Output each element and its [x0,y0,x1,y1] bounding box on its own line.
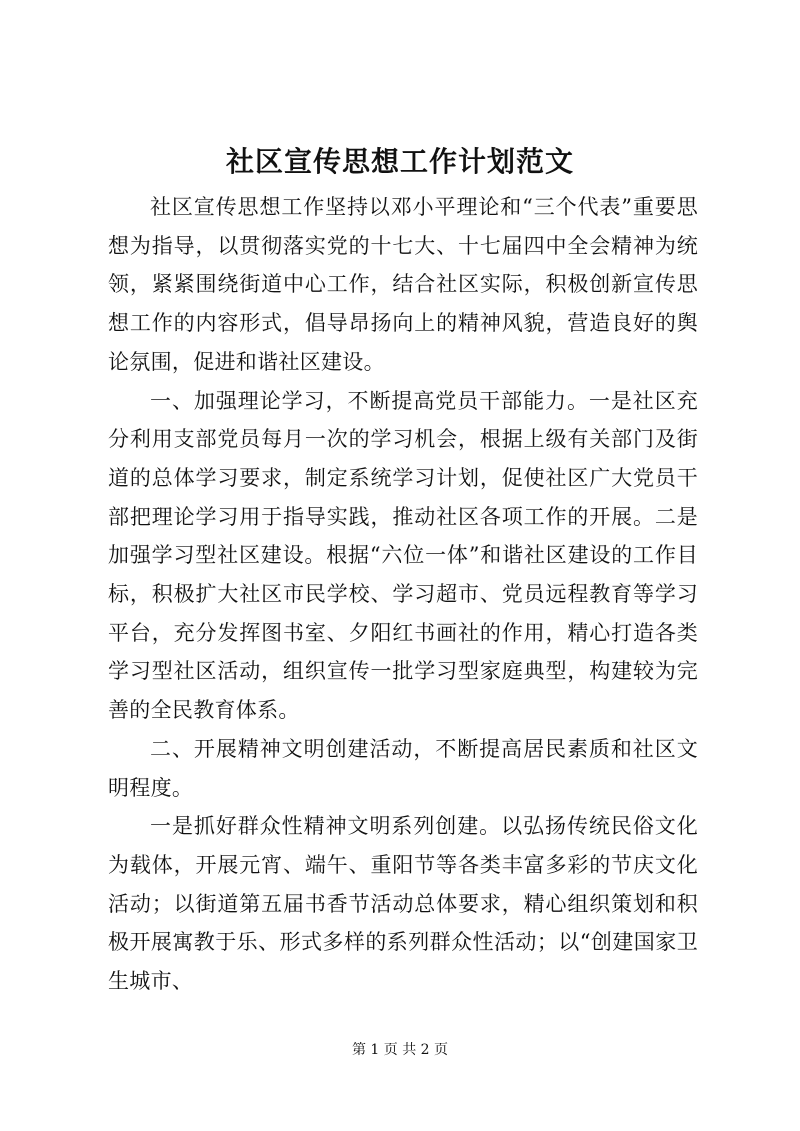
page-number-footer: 第 1 页 共 2 页 [351,1042,449,1058]
paragraph-section-one: 一、加强理论学习，不断提高党员干部能力。一是社区充分利用支部党员每月一次的学习机会，根据上级有关部门及街道的总体学习要求，制定系统学习计划，促使社区广大党员干部把理论学习用于指导实践，推动社区各项工作的开展。二是加强学习型社区建设。根据“六位一体”和谐社区建设的工作目标，积极扩大社区市民学校、学习超市、党员远程教育等学习平台，充分发挥图书室、夕阳红书画社的作用，精心打造各类学习型社区活动，组织宣传一批学习型家庭典型，构建较为完善的全民教育体系。 [108,388,698,723]
document-title: 社区宣传思想工作计划范文 [225,145,574,178]
paragraph-intro: 社区宣传思想工作坚持以邓小平理论和“三个代表”重要思想为指导，以贯彻落实党的十七大、十七届四中全会精神为统领，紧紧围绕街道中心工作，结合社区实际，积极创新宣传思想工作的内容形式，倡导昂扬向上的精神风貌，营造良好的舆论氛围，促进和谐社区建设。 [108,195,698,374]
paragraph-section-two-body: 一是抓好群众性精神文明系列创建。以弘扬传统民俗文化为载体，开展元宵、端午、重阳节等各类丰富多彩的节庆文化活动；以街道第五届书香节活动总体要求，精心组织策划和积极开展寓教于乐、形式多样的系列群众性活动；以“创建国家卫生城市、 [108,814,698,994]
document-body [108,188,698,1001]
paragraph-section-two-heading: 二、开展精神文明创建活动，不断提高居民素质和社区文明程度。 [108,736,698,800]
